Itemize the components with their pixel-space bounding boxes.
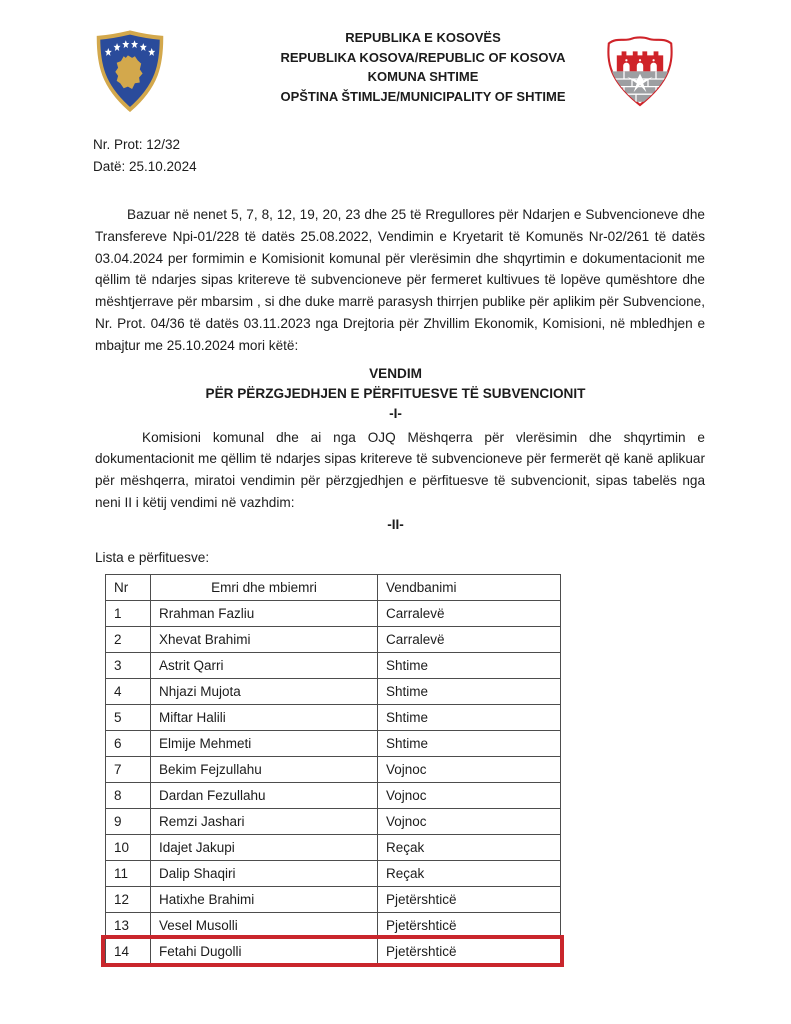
cell-name: Miftar Halili [151,704,378,730]
cell-nr: 11 [106,860,151,886]
cell-residence: Carralevë [378,626,561,652]
cell-residence: Shtime [378,730,561,756]
cell-residence: Pjetërshticë [378,938,561,964]
decision-subtitle: PËR PËRZGJEDHJEN E PËRFITUESVE TË SUBVENCIONIT [205,385,586,401]
cell-name: Rrahman Fazliu [151,600,378,626]
cell-residence: Shtime [378,652,561,678]
cell-nr: 6 [106,730,151,756]
cell-residence: Carralevë [378,600,561,626]
cell-nr: 13 [106,912,151,938]
cell-residence: Reçak [378,834,561,860]
header-line-1: REPUBLIKA E KOSOVËS [345,30,501,45]
header-line-4: OPŠTINA ŠTIMLJE/MUNICIPALITY OF SHTIME [280,88,566,104]
cell-name: Nhjazi Mujota [151,678,378,704]
decision-title: VENDIM [369,365,422,381]
table-row [106,808,561,834]
cell-name: Bekim Fejzullahu [151,756,378,782]
cell-residence: Shtime [378,704,561,730]
beneficiaries-list-label: Lista e përfituesve: [95,549,210,565]
col-header-nr: Nr [106,574,151,600]
document-header [0,0,791,118]
beneficiaries-table [105,574,561,965]
header-line-3: KOMUNA SHTIME [367,69,479,84]
cell-name: Elmije Mehmeti [151,730,378,756]
cell-nr: 2 [106,626,151,652]
cell-nr: 7 [106,756,151,782]
table-row [106,756,561,782]
cell-nr: 4 [106,678,151,704]
table-row [106,782,561,808]
cell-name: Astrit Qarri [151,652,378,678]
table-row [106,600,561,626]
cell-residence: Pjetërshticë [378,912,561,938]
cell-nr: 12 [106,886,151,912]
cell-name: Vesel Musolli [151,912,378,938]
kosovo-coat-of-arms-icon [95,30,165,112]
cell-name: Idajet Jakupi [151,834,378,860]
document-meta [93,134,791,178]
section-marker-1: -I- [389,405,402,421]
cell-name: Dalip Shaqiri [151,860,378,886]
decision-body-paragraph: Komisioni komunal dhe ai nga OJQ Mëshqerra për vlerësimin dhe shqyrtimin e dokumentacionit me qëllim të ndarjes sipas kritereve të subvencioneve për fermerët që kanë aplikuar për mëshqerra, miratoi vendimin për përzgjedhjen e përfituesve të subvencionit, sipas tabelës nga neni II i këtij vendimi në vazhdim: [95,429,705,510]
cell-nr: 1 [106,600,151,626]
col-header-residence: Vendbanimi [378,574,561,600]
legal-basis-paragraph: Bazuar në nenet 5, 7, 8, 12, 19, 20, 23 dhe 25 të Rregullores për Ndarjen e Subvencioneve dhe Transfereve Npi-01/228 të datës 25.08.2022, Vendimin e Kryetarit të Komunës Nr-02/261 të datës 03.04.2024 per formimin e Komisionit komunal për vlerësimin dhe shqyrtimin e dokumentacionit me qëllim të ndarjes sipas kritereve të subvencioneve për fermeret kultivues të lopëve qumështore dhe mështjerrave për mbarsim , si dhe duke marrë parasysh thirrjen publike për aplikim për Subvencione, Nr. Prot. 04/36 të datës 03.11.2023 nga Drejtoria për Zhvillim Ekonomik, Komisioni, në mbledhjen e mbajtur me 25.10.2024 mori këtë: [95,207,705,353]
cell-nr: 5 [106,704,151,730]
beneficiaries-table-wrap [105,574,560,965]
document-date: Datë: 25.10.2024 [93,159,197,174]
cell-residence: Vojnoc [378,756,561,782]
cell-nr: 9 [106,808,151,834]
col-header-name: Emri dhe mbiemri [151,574,378,600]
cell-residence: Shtime [378,678,561,704]
section-marker-2: -II- [387,516,404,532]
table-row [106,626,561,652]
cell-nr: 3 [106,652,151,678]
protocol-number: Nr. Prot: 12/32 [93,137,181,152]
cell-residence: Vojnoc [378,782,561,808]
cell-nr: 8 [106,782,151,808]
cell-residence: Pjetërshticë [378,886,561,912]
cell-name: Hatixhe Brahimi [151,886,378,912]
table-row [106,652,561,678]
cell-residence: Reçak [378,860,561,886]
table-row [106,730,561,756]
cell-name: Dardan Fezullahu [151,782,378,808]
table-row [106,912,561,938]
cell-nr: 10 [106,834,151,860]
header-line-2: REPUBLIKA KOSOVA/REPUBLIC OF KOSOVA [280,49,566,65]
table-row [106,886,561,912]
table-header-row [106,574,561,600]
cell-name: Xhevat Brahimi [151,626,378,652]
table-row-highlighted [106,938,561,964]
shtime-municipality-emblem-icon [600,33,680,109]
cell-name: Remzi Jashari [151,808,378,834]
table-row [106,860,561,886]
table-row [106,704,561,730]
cell-nr: 14 [106,938,151,964]
table-row [106,678,561,704]
table-row [106,834,561,860]
cell-residence: Vojnoc [378,808,561,834]
cell-name: Fetahi Dugolli [151,938,378,964]
